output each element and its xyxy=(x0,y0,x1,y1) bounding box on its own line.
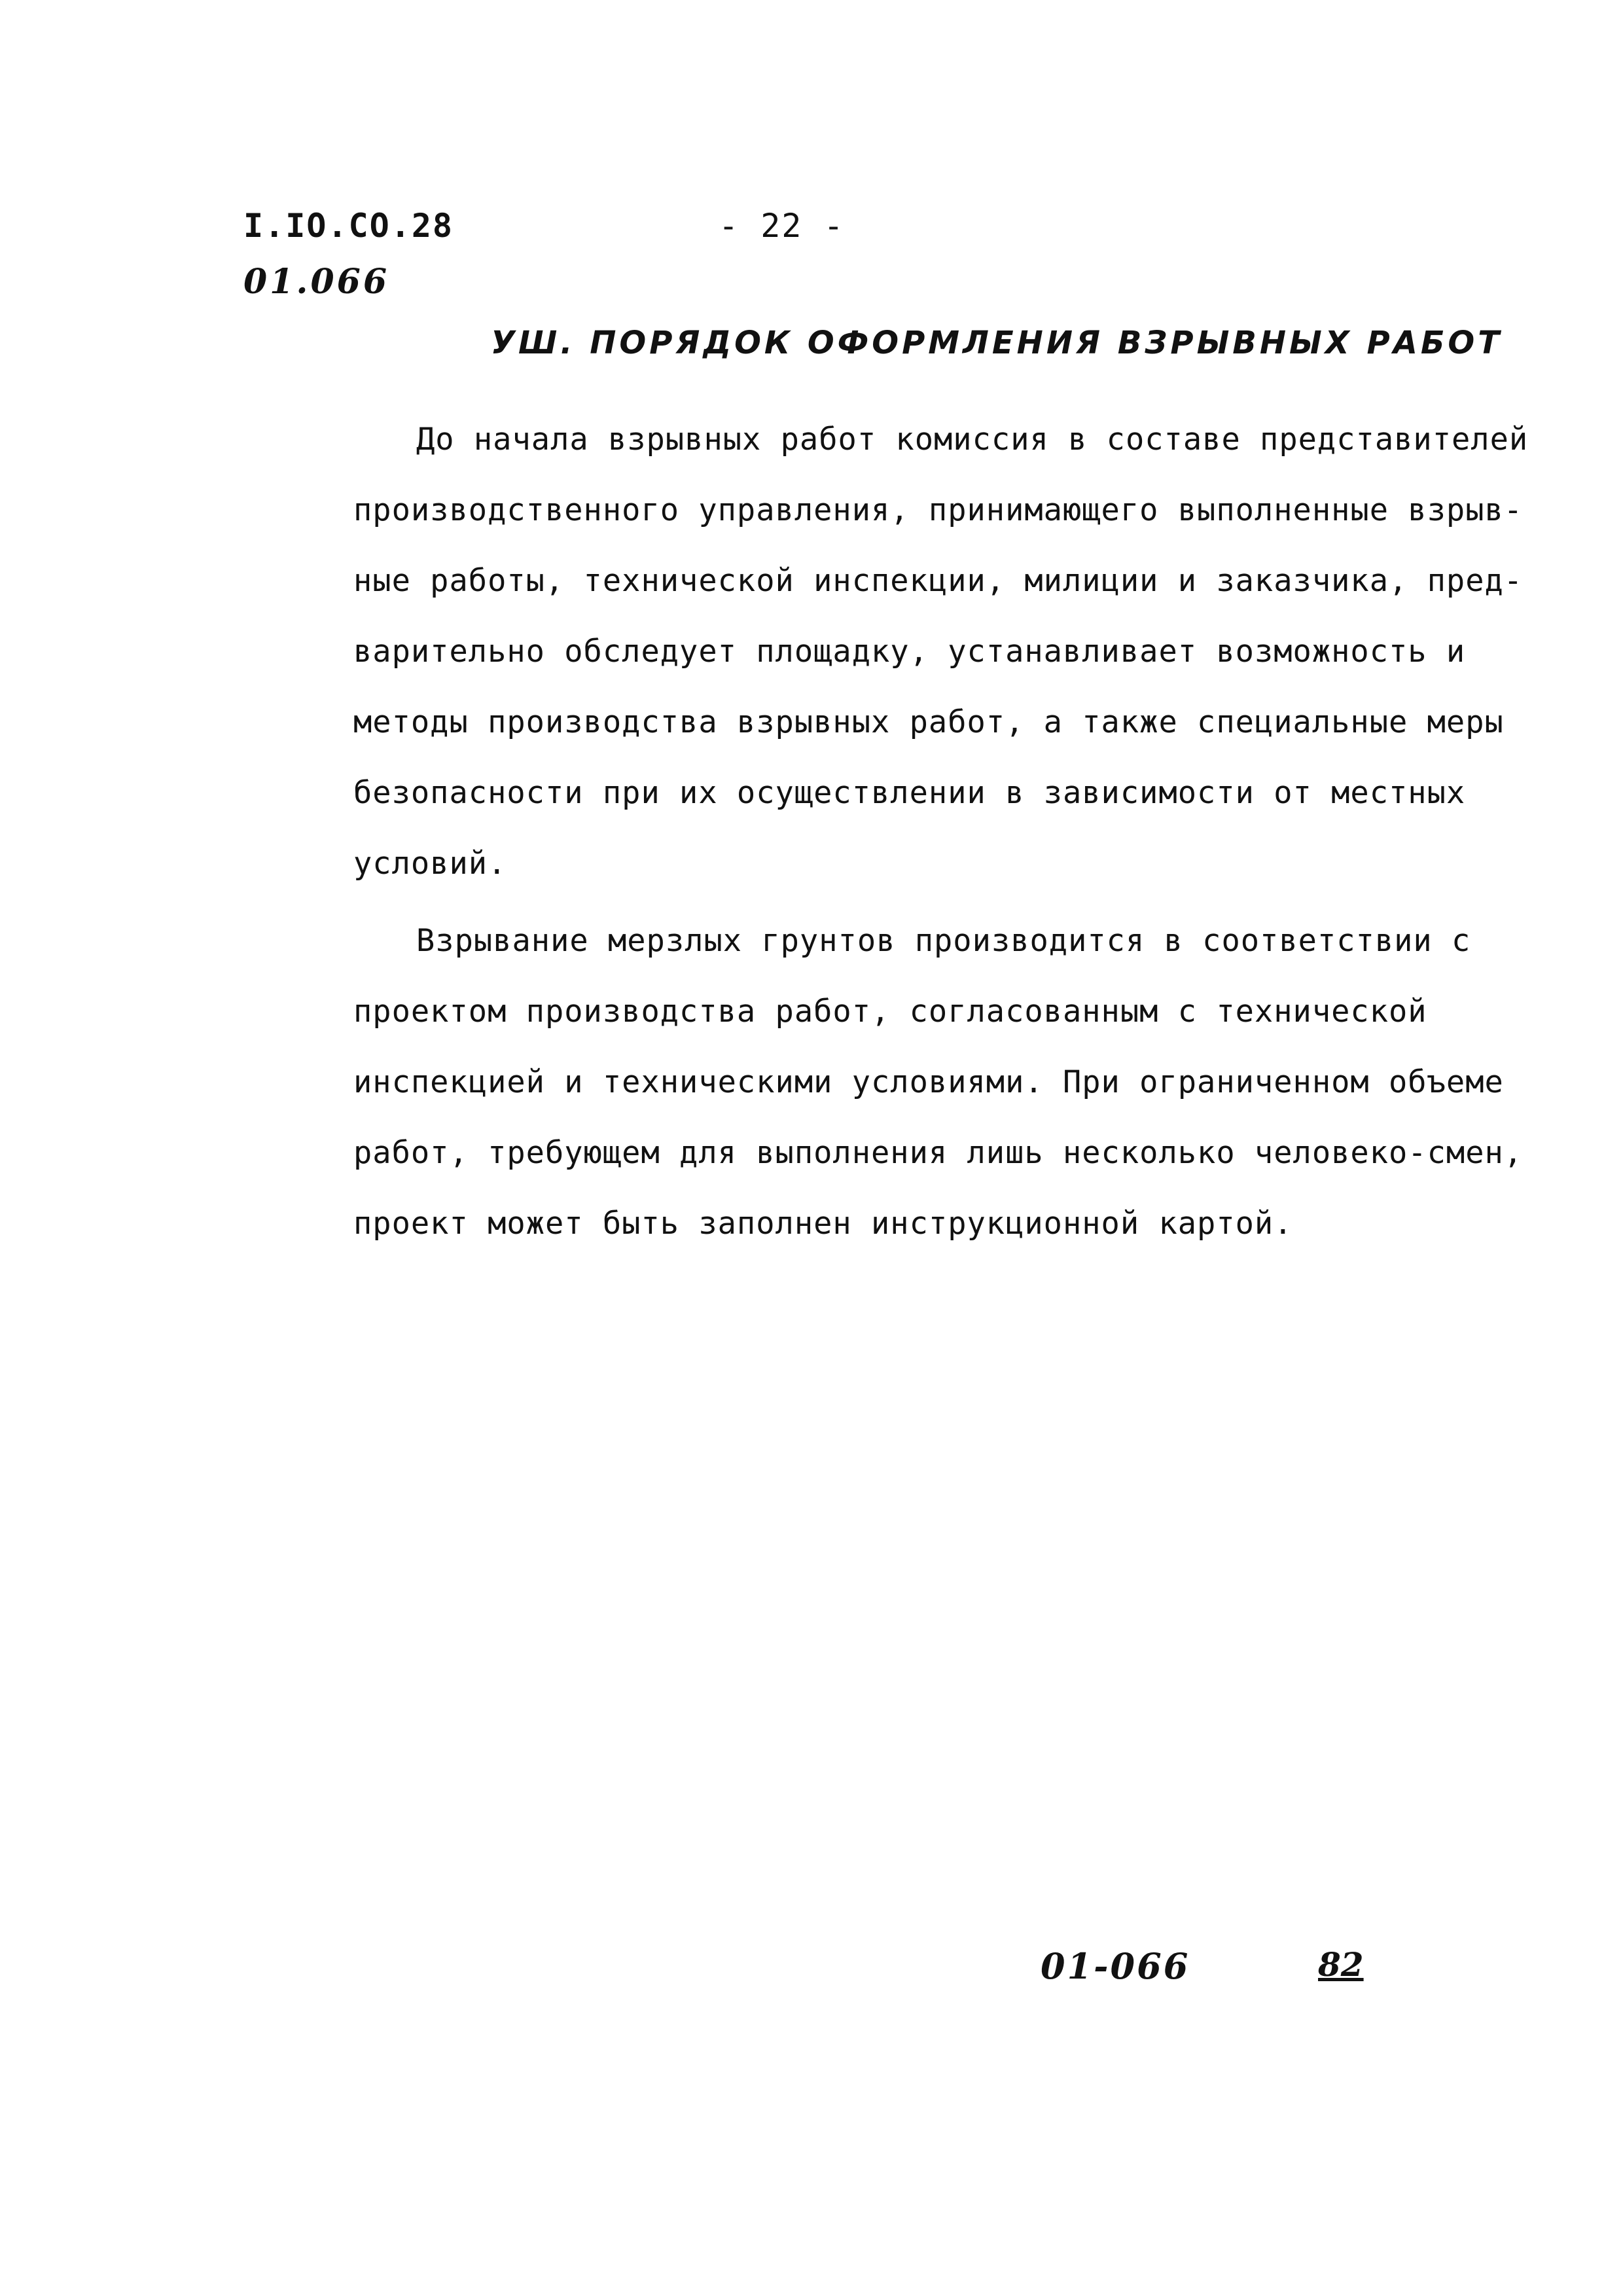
section-title: УШ. ПОРЯДОК ОФОРМЛЕНИЯ ВЗРЫВНЫХ РАБОТ xyxy=(491,325,1503,361)
footer-handwritten-code: 01-066 xyxy=(1041,1945,1190,1987)
text-line: Взрывание мерзлых грунтов производится в соответствии с xyxy=(416,923,1471,959)
text-line: варительно обследует площадку, устанавливает возможность и xyxy=(353,634,1466,670)
paragraph-1 xyxy=(353,404,1529,899)
text-line: работ, требующем для выполнения лишь несколько человеко-смен, xyxy=(353,1135,1524,1171)
text-line: условий. xyxy=(353,846,507,882)
footer-handwritten-number: 82 xyxy=(1318,1945,1364,1984)
text-line: производственного управления, принимающего выполненные взрыв- xyxy=(353,492,1524,528)
handwritten-document-code: 01.066 xyxy=(243,262,390,302)
body-text xyxy=(353,404,1529,1259)
page-number: - 22 - xyxy=(719,207,845,245)
text-line: безопасности при их осуществлении в зависимости от местных xyxy=(353,775,1466,811)
text-line: проект может быть заполнен инструкционной картой. xyxy=(353,1206,1293,1242)
text-line: проектом производства работ, согласованным с технической xyxy=(353,994,1427,1030)
text-line: методы производства взрывных работ, а также специальные меры xyxy=(353,704,1504,740)
paragraph-2 xyxy=(353,906,1524,1259)
text-line: До начала взрывных работ комиссия в составе представителей xyxy=(416,422,1529,457)
text-line: ные работы, технической инспекции, милиции и заказчика, пред- xyxy=(353,563,1524,599)
document-code: I.IO.CO.28 xyxy=(243,207,454,245)
text-line: инспекцией и техническими условиями. При ограниченном объеме xyxy=(353,1064,1504,1100)
